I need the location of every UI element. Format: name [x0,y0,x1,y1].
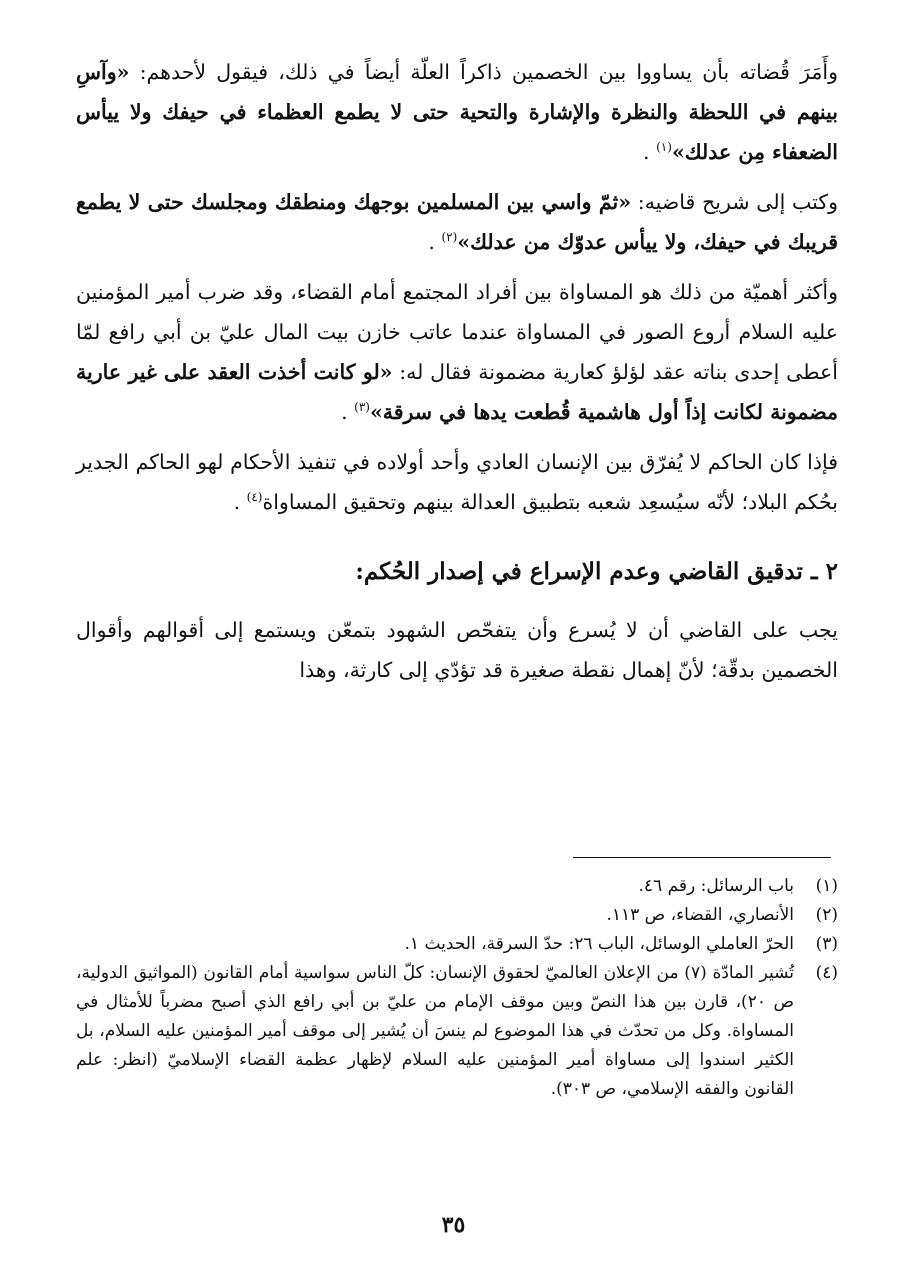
footnote-text: الأنصاري، القضاء، ص ١١٣. [606,905,794,925]
footnote-number: (٤) [815,963,838,983]
footnote-number: (١) [815,876,838,896]
paragraph-1-quote: «وآسِ بينهم في اللحظة والنظرة والإشارة والتحية حتى لا يطمع العظماء في حيفك ولا ييأس الضعفاء مِن عدلك» [76,60,838,164]
section-heading: ٢ ـ تدقيق القاضي وعدم الإسراع في إصدار الحُكم: [355,558,838,585]
paragraph-3-intro: وأكثر أهميّة من ذلك هو المساواة بين أفراد المجتمع أمام القضاء، وقد ضرب أمير المؤمنين عليه السلام أروع الصور في المساواة عندما عاتب خازن بيت المال عليّ بن أبي رافع لمّا أعطى إحدى بناته عقد لؤلؤ كعارية مضمونة فقال له: [76,280,838,384]
footnote-ref-3[interactable]: (٣) [354,400,370,415]
paragraph-2 [76,182,838,262]
footnotes [76,872,838,1104]
page-number: ٣٥ [441,1212,466,1238]
footnote-2 [76,901,838,930]
paragraph-3-end: . [341,400,348,424]
paragraph-4 [76,442,838,522]
paragraph-1-intro: وأَمَرَ قُضاته بأن يساووا بين الخصمين ذاكراً العلّة أيضاً في ذلك، فيقول لأحدهم: [139,60,838,84]
footnote-number: (٣) [815,934,838,954]
footnote-text: الحرّ العاملي الوسائل، الباب ٢٦: حدّ السرقة، الحديث ١. [404,934,794,954]
paragraph-3 [76,272,838,432]
footnote-number: (٢) [815,905,838,925]
paragraph-1 [76,52,838,172]
paragraph-5-text: يجب على القاضي أن لا يُسرع وأن يتفحّص الشهود بتمعّن ويستمع إلى أقوالهم وأقوال الخصمين بدقّة؛ لأنّ إهمال نقطة صغيرة قد تؤدّي إلى كارثة، وهذا [76,618,839,682]
footnote-ref-2[interactable]: (٢) [441,230,458,245]
paragraph-2-end: . [428,230,435,254]
paragraph-2-quote: «ثمّ واسي بين المسلمين بوجهك ومنطقك ومجلسك حتى لا يطمع قريبك في حيفك، ولا ييأس عدوّك من عدلك» [76,190,838,254]
paragraph-1-end: . [643,140,650,164]
paragraph-3-quote: «لو كانت أخذت العقد على غير عارية مضمونة لكانت إذاً أول هاشمية قُطعت يدها في سرقة» [76,360,838,424]
footnote-1 [76,872,838,901]
paragraph-4-end: . [233,490,241,514]
footnote-3 [76,930,838,959]
paragraph-5 [76,610,838,690]
footnote-text: باب الرسائل: رقم ٤٦. [638,876,794,896]
footnote-text: تُشير المادّة (٧) من الإعلان العالميّ لحقوق الإنسان: كلّ الناس سواسية أمام القانون (المواثيق الدولية، ص ٢٠)، قارن بين هذا النصّ وبين موقف الإمام من عليّ بن أبي رافع الذي أصبح مضرباً للأمثال في المساواة. وكل من تحدّث في هذا الموضوع لم ينسَ أن يُشير إلى موقف أمير المؤمنين عليه السلام، بل الكثير اسندوا إلى مساواة أمير المؤمنين عليه السلام لإظهار عظمة القضاء الإسلاميّ (انظر: علم القانون والفقه الإسلامي، ص ٣٠٣). [76,963,794,1099]
footnote-divider [573,857,831,858]
page-body [76,52,838,690]
paragraph-2-intro: وكتب إلى شريح قاضيه: [637,190,839,214]
paragraph-4-text: فإذا كان الحاكم لا يُفرّق بين الإنسان العادي وأحد أولاده في تنفيذ الأحكام لهو الحاكم الجدير بحُكم البلاد؛ لأنّه سيُسعِد شعبه بتطبيق العدالة بينهم وتحقيق المساواة [76,450,838,514]
footnote-4 [76,959,838,1104]
footnote-ref-4[interactable]: (٤) [246,490,263,505]
footnote-ref-1[interactable]: (١) [656,140,672,155]
